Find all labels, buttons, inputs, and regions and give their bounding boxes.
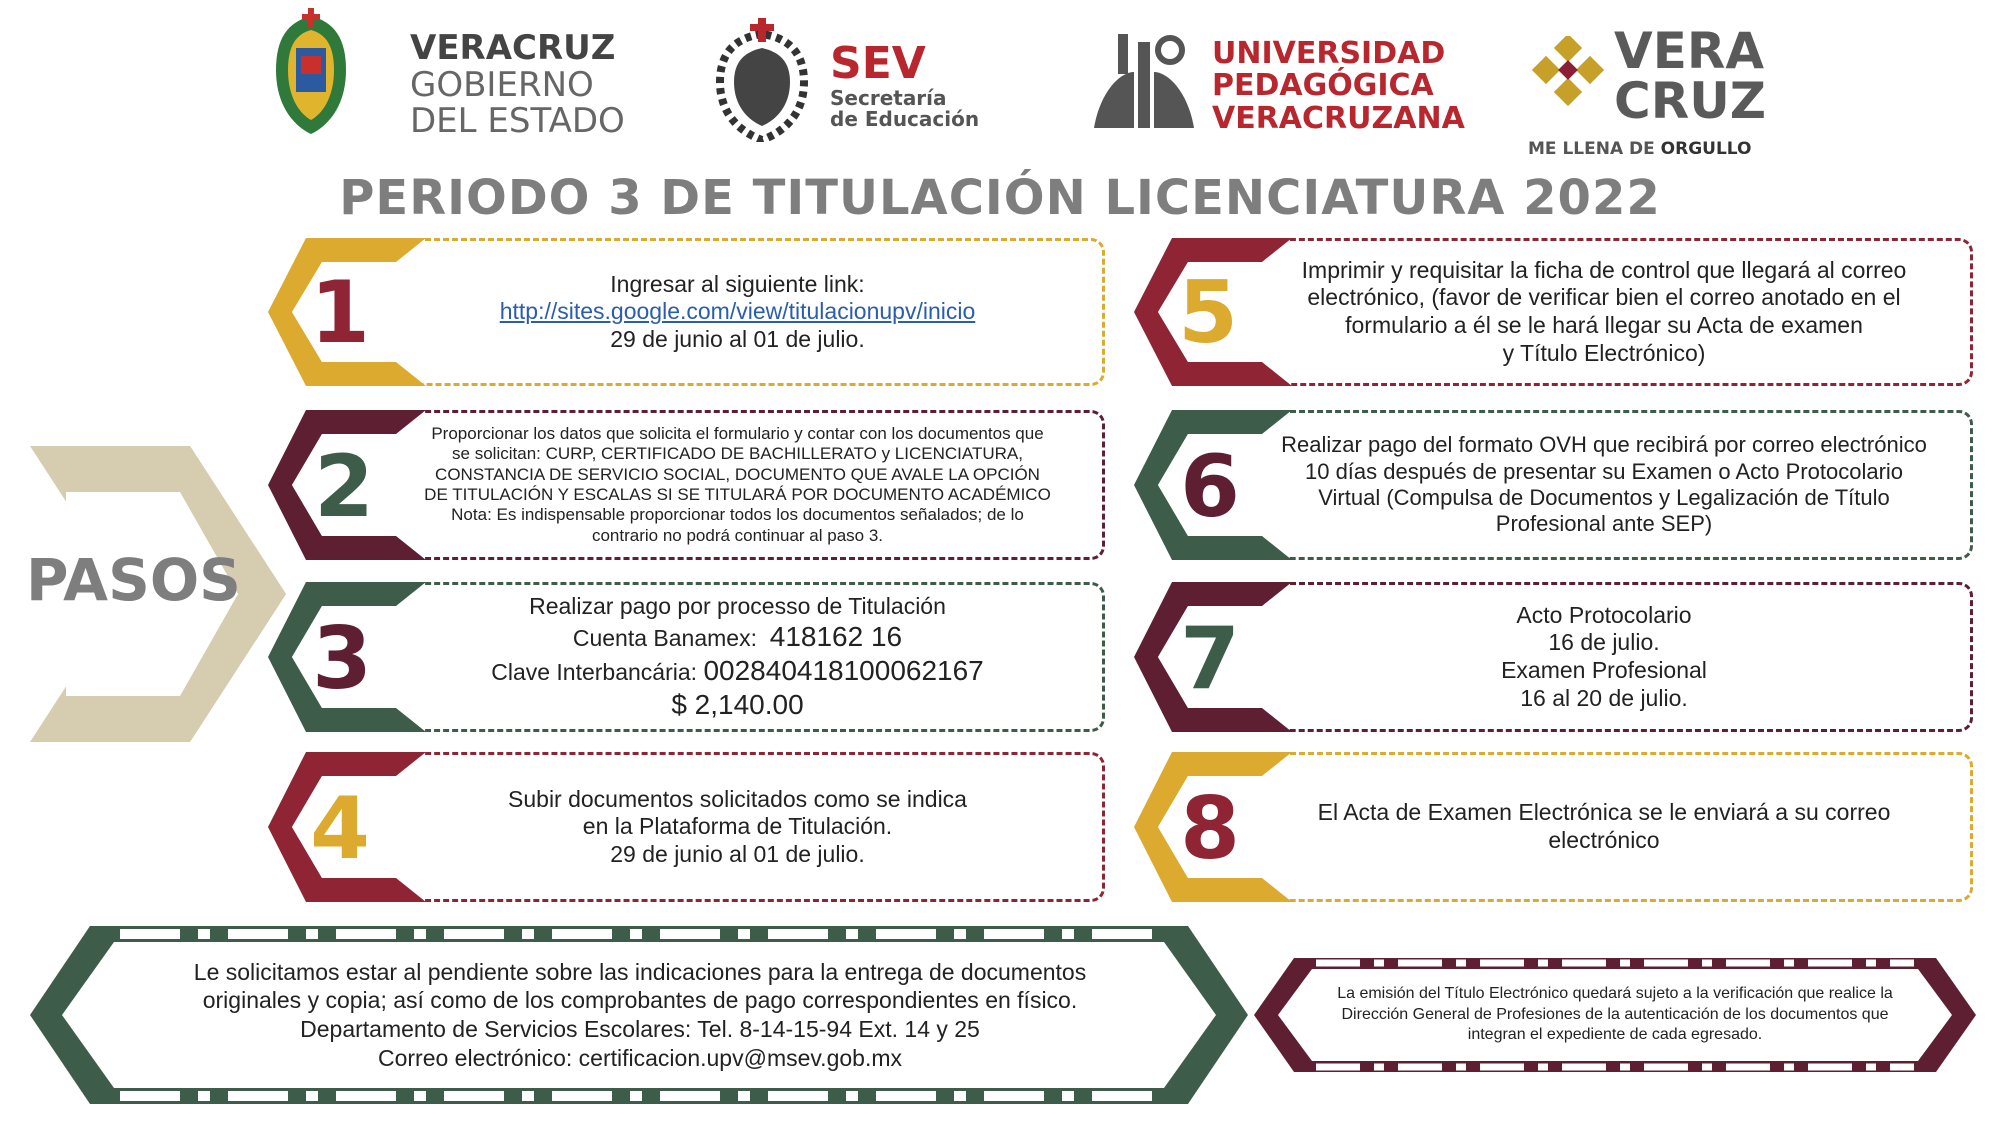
clabe-value: 002840418100062167 (703, 655, 984, 686)
logo-sev-line1: SEV (830, 38, 926, 89)
step-1-box (370, 238, 1105, 386)
step-8-line1: El Acta de Examen Electrónica se le enviará a su correo (1317, 799, 1891, 826)
step-3-number: 3 (312, 609, 372, 709)
logo-tagline-part1: ME LLENA DE (1528, 139, 1661, 159)
page-title: PERIODO 3 DE TITULACIÓN LICENCIATURA 2022 (339, 170, 1661, 226)
step-4-number: 4 (310, 779, 370, 879)
upv-emblem-icon (1090, 32, 1198, 130)
step-6-line4: Profesional ante SEP) (1495, 511, 1713, 537)
step-2-line2: se solicitan: CURP, CERTIFICADO DE BACHILLERATO y LICENCIATURA, (452, 444, 1023, 464)
bottom-left-line1: Le solicitamos estar al pendiente sobre las indicaciones para la entrega de documentos (193, 958, 1087, 985)
logo-veracruz-line1: VERACRUZ (410, 28, 616, 68)
step-4-line2: en la Plataforma de Titulación. (582, 813, 893, 840)
step-1-number: 1 (310, 263, 370, 363)
logo-upv-line2: PEDAGÓGICA (1212, 68, 1434, 104)
bottom-left-line3: Departamento de Servicios Escolares: Tel. 8-14-15-94 Ext. 14 y 25 (300, 1016, 980, 1042)
cuenta-value: 418162 16 (769, 621, 903, 653)
step-4-line1: Subir documentos solicitados como se indica (508, 785, 967, 812)
step-5-line3: formulario a él se le hará llegar su Acta de examen (1345, 312, 1863, 338)
step-7-line3: Examen Profesional (1501, 657, 1707, 683)
bottom-right-line2: Dirección General de Profesiones de la autenticación de los documentos que (1341, 1005, 1889, 1023)
step-1-line1: Ingresar al siguiente link: (610, 270, 865, 297)
bottom-left-line2: originales y copia; así como de los comprobantes de pago correspondientes en físico. (202, 987, 1078, 1014)
logo-veracruz-line2: GOBIERNO (410, 64, 594, 105)
logo-upv-line1: UNIVERSIDAD (1212, 36, 1446, 71)
step-2-line4: DE TITULACIÓN Y ESCALAS SI SE TITULARÁ POR DOCUMENTO ACADÉMICO (424, 485, 1051, 504)
step-6-line2: 10 días después de presentar su Examen o Acto Protocolario (1304, 458, 1904, 484)
step-3-box (370, 582, 1105, 732)
step-6-number: 6 (1180, 437, 1240, 537)
step-3-line1: Realizar pago por processo de Titulación (529, 592, 946, 619)
clabe-label: Clave Interbancária: (491, 659, 698, 685)
step-5-number: 5 (1178, 263, 1238, 363)
logo-tagline-part2: ORGULLO (1660, 139, 1752, 159)
step-1-line2: 29 de junio al 01 de julio. (610, 325, 865, 352)
step-6-line3: Virtual (Compulsa de Documentos y Legalización de Título (1318, 485, 1890, 510)
step-2-line6: contrario no podrá continuar al paso 3. (591, 525, 884, 545)
step-7-box (1235, 582, 1973, 732)
pasos-label: PASOS (26, 546, 241, 614)
step-7-line4: 16 al 20 de julio. (1520, 684, 1688, 711)
logo-upv-line3: VERACRUZANA (1212, 100, 1465, 136)
bottom-right-line1: La emisión del Título Electrónico quedará sujeto a la verificación que realice la (1337, 984, 1893, 1002)
logo-sev-line2: Secretaría (830, 85, 947, 110)
step-2-line1: Proporcionar los datos que solicita el formulario y contar con los documentos que (431, 423, 1044, 443)
logo-veracruz-vera: VERA (1614, 22, 1765, 80)
logo-veracruz-line3: DEL ESTADO (410, 101, 625, 142)
step-7-number: 7 (1180, 609, 1240, 709)
bottom-right-notice (1300, 976, 1930, 1054)
step-6-box (1235, 410, 1973, 560)
bottom-left-line4: Correo electrónico: certificacion.upv@msev.gob.mx (377, 1044, 902, 1071)
step-5-line1: Imprimir y requisitar la ficha de control que llegará al correo (1301, 256, 1907, 283)
step-8-box (1235, 752, 1973, 902)
step-2-number: 2 (314, 437, 374, 537)
amount-value: $ 2,140.00 (671, 688, 804, 720)
step-4-line3: 29 de junio al 01 de julio. (610, 840, 865, 867)
sev-shield-icon (712, 18, 812, 142)
logo-sev-line3: de Educación (830, 107, 980, 132)
step-6-line1: Realizar pago del formato OVH que recibirá por correo electrónico (1281, 432, 1927, 458)
cuenta-label: Cuenta Banamex: (572, 625, 757, 652)
logo-veracruz-cruz: CRUZ (1614, 72, 1767, 130)
veracruz-pattern-icon (1528, 36, 1608, 116)
step-2-box (370, 410, 1105, 560)
step-8-line2: electrónico (1548, 827, 1660, 853)
step-5-line4: y Título Electrónico) (1502, 339, 1706, 366)
step-7-line1: Acto Protocolario (1516, 601, 1692, 628)
step-2-line5: Nota: Es indispensable proporcionar todos los documentos señalados; de lo (451, 505, 1024, 525)
step-5-line2: electrónico, (favor de verificar bien el correo anotado en el (1307, 284, 1901, 311)
bottom-right-line3: integran el expediente de cada egresado. (1467, 1026, 1763, 1044)
step-7-line2: 16 de julio. (1548, 629, 1660, 656)
bottom-left-notice (120, 950, 1160, 1080)
veracruz-coat-of-arms-icon (268, 8, 354, 138)
step-2-line3: CONSTANCIA DE SERVICIO SOCIAL, DOCUMENTO QUE AVALE LA OPCIÓN (435, 464, 1040, 484)
titulacion-link[interactable]: http://sites.google.com/view/titulacionupv/inicio (499, 298, 976, 325)
step-4-box (370, 752, 1105, 902)
step-8-number: 8 (1180, 779, 1240, 879)
step-5-box (1235, 238, 1973, 386)
